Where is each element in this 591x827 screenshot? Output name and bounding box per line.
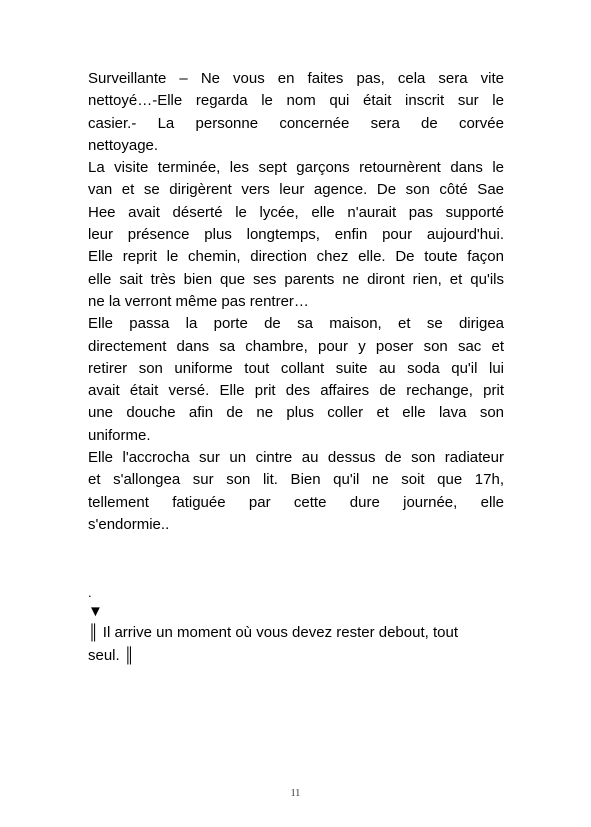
paragraph-1	[88, 68, 504, 157]
blank-space	[88, 536, 504, 580]
text-line: avait était versé. Elle prit des affaires de rechange, prit	[88, 382, 504, 400]
text-line: leur présence plus longtemps, enfin pour aujourd'hui.	[88, 226, 504, 244]
text-line: ne la verront même pas rentrer…	[88, 292, 309, 310]
text-line: une douche afin de ne plus coller et elle lava son	[88, 404, 504, 422]
paragraph-3	[88, 313, 504, 447]
quote-line: seul. ║	[88, 646, 135, 664]
text-line: Elle passa la porte de sa maison, et se dirigea	[88, 315, 504, 333]
text-line: retirer son uniforme tout collant suite au soda qu'il lui	[88, 359, 504, 377]
text-line: s'endormie..	[88, 515, 170, 533]
text-line: et s'allongea sur son lit. Bien qu'il ne soit que 17h,	[88, 471, 504, 489]
page-number: 11	[290, 788, 301, 799]
text-line: elle sait très bien que ses parents ne diront rien, et qu'ils	[88, 270, 504, 288]
text-line: La visite terminée, les sept garçons retournèrent dans le	[88, 159, 504, 177]
text-line: nettoyage.	[88, 136, 159, 154]
separator-dot: .	[88, 585, 92, 601]
closing-quote	[88, 622, 504, 667]
text-line: directement dans sa chambre, pour y poser son sac et	[88, 337, 504, 355]
paragraph-2	[88, 157, 504, 313]
text-line: Elle l'accrocha sur un cintre au dessus de son radiateur	[88, 449, 504, 467]
down-triangle-icon: ▼	[88, 603, 103, 621]
text-line: Hee avait déserté le lycée, elle n'aurait pas supporté	[88, 203, 504, 221]
text-line: Elle reprit le chemin, direction chez elle. De toute façon	[88, 248, 504, 266]
text-line: casier.- La personne concernée sera de corvée	[88, 114, 504, 132]
document-page	[88, 68, 504, 667]
text-line: van et se dirigèrent vers leur agence. De son côté Sae	[88, 181, 504, 199]
text-line: tellement fatiguée par cette dure journée, elle	[88, 493, 504, 511]
paragraph-4	[88, 447, 504, 536]
text-line: nettoyé…-Elle regarda le nom qui était inscrit sur le	[88, 92, 504, 110]
quote-line: ║ Il arrive un moment où vous devez rester debout, tout	[88, 624, 458, 642]
text-line: Surveillante – Ne vous en faites pas, cela sera vite	[88, 70, 504, 87]
text-line: uniforme.	[88, 426, 151, 444]
